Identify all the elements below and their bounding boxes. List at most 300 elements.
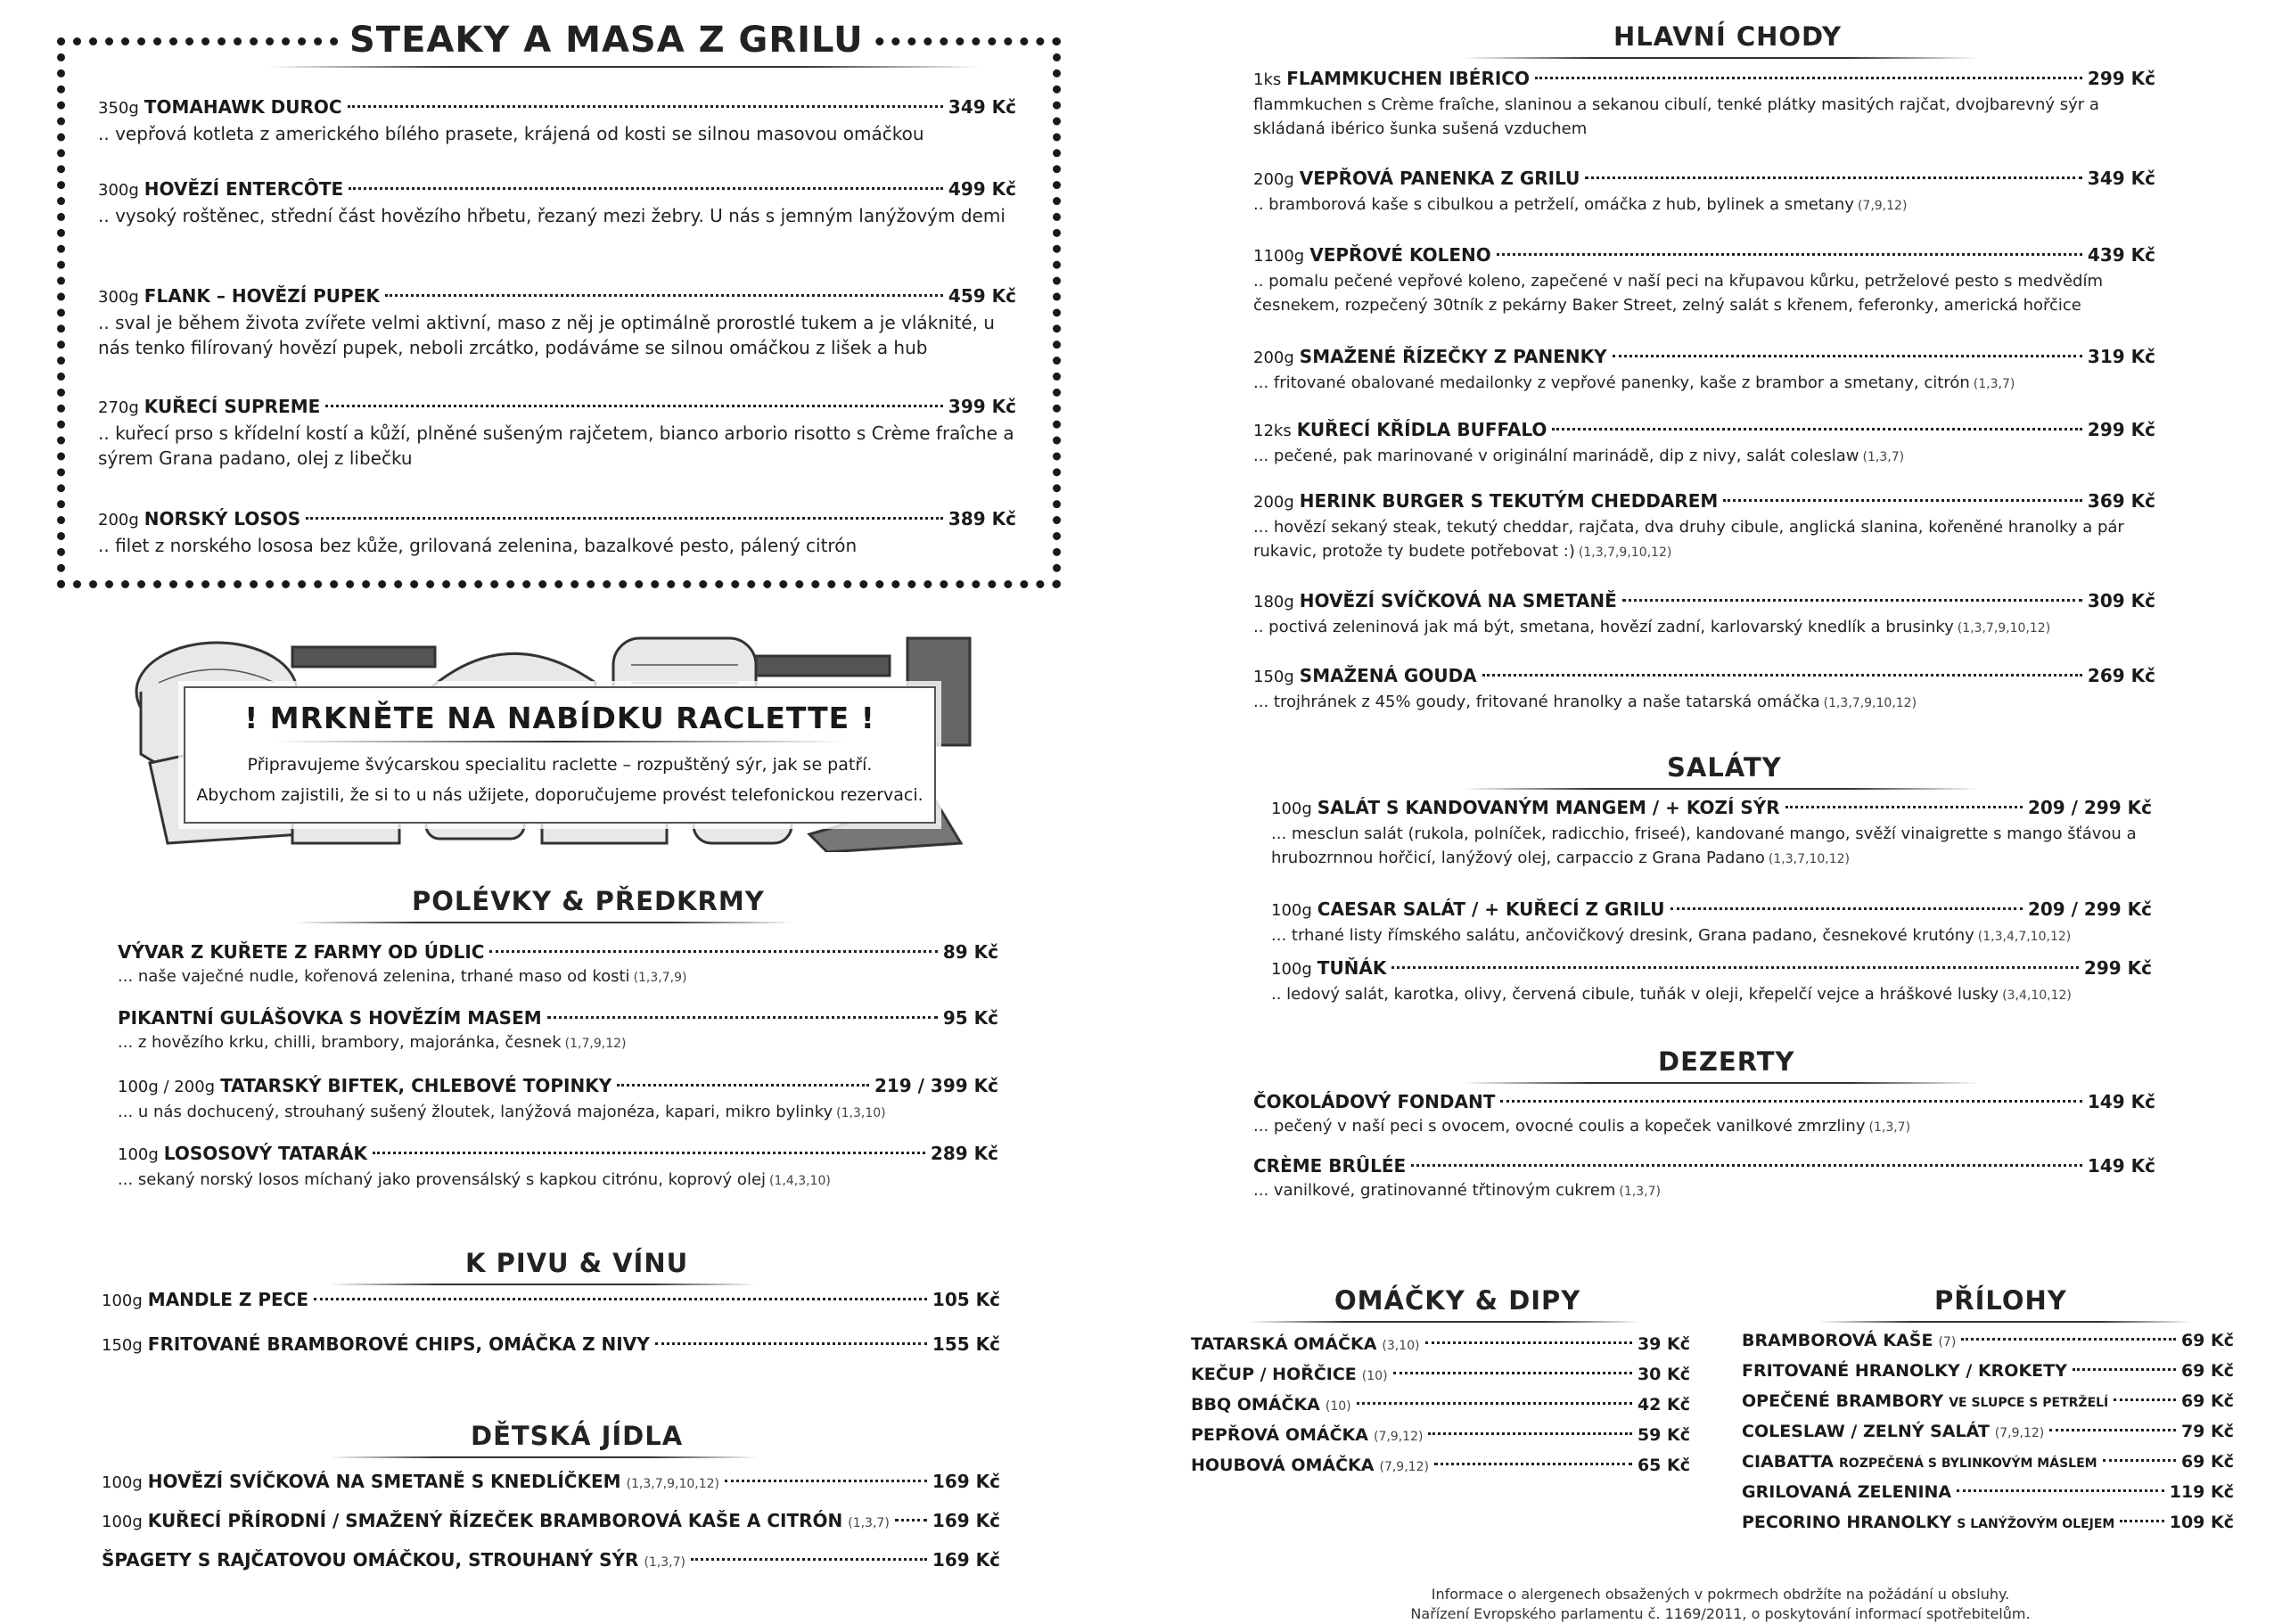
menu-item-line	[1253, 1153, 2155, 1178]
item-quantity: 270g	[98, 398, 139, 417]
menu-item-line	[1742, 1389, 2234, 1415]
divider	[1462, 1082, 1979, 1084]
item-name: FLAMMKUCHEN IBÉRICO	[1286, 68, 1530, 89]
item-quantity: 100g	[1271, 960, 1312, 979]
item-name: CAESAR SALÁT / + KUŘECÍ Z GRILU	[1317, 898, 1665, 920]
menu-item	[98, 506, 1016, 558]
dot-leader	[1434, 1463, 1632, 1465]
menu-item	[1253, 66, 2155, 141]
item-description	[1253, 371, 2155, 397]
item-price: 105 Kč	[932, 1289, 1000, 1310]
menu-item	[1742, 1449, 2234, 1476]
raclette-title: ! MRKNĚTE NA NABÍDKU RACLETTE !	[244, 701, 875, 735]
item-name: KEČUP / HOŘČICE	[1191, 1365, 1357, 1384]
item-description-text: ... u nás dochucený, strouhaný sušený žloutek, lanýžová majonéza, kapari, mikro bylinky	[118, 1103, 833, 1121]
item-description	[98, 310, 1016, 360]
item-name: HERINK BURGER S TEKUTÝM CHEDDAREM	[1299, 490, 1719, 512]
menu-item	[1253, 1089, 2155, 1140]
menu-item	[102, 1332, 1000, 1358]
dot-leader	[691, 1558, 927, 1561]
dot-leader	[325, 405, 943, 407]
item-price: 169 Kč	[932, 1471, 1000, 1492]
item-description	[118, 1168, 998, 1193]
menu-item	[1253, 242, 2155, 317]
dot-leader	[1785, 806, 2023, 808]
menu-item	[1742, 1389, 2234, 1415]
section-title-steaky: STEAKY A MASA Z GRILU	[339, 20, 874, 61]
menu-item-line	[102, 1287, 1000, 1314]
menu-item-line	[1742, 1419, 2234, 1446]
item-price: 369 Kč	[2087, 490, 2155, 512]
divider	[1248, 1321, 1640, 1323]
menu-item-line	[1742, 1449, 2234, 1476]
section-title-detska: DĚTSKÁ JÍDLA	[471, 1421, 684, 1451]
menu-item-line	[1253, 663, 2155, 690]
divider	[1818, 1321, 2193, 1323]
item-price: 299 Kč	[2087, 68, 2155, 89]
dot-leader	[348, 105, 943, 108]
menu-item	[98, 176, 1016, 228]
item-quantity: 200g	[1253, 493, 1294, 512]
dot-leader	[2103, 1459, 2176, 1462]
item-price: 65 Kč	[1637, 1456, 1690, 1475]
item-quantity: 150g	[102, 1336, 143, 1355]
item-note: ROZPEČENÁ S BYLINKOVÝM MÁSLEM	[1839, 1456, 2097, 1471]
item-quantity: 100g	[102, 1513, 143, 1531]
item-description-text: .. pomalu pečené vepřové koleno, zapečené v naší peci na křupavou kůrku, petrželové pesto s medvědím česnekem, rozpečený 30tník z pekárny Baker Street, zelný salát s křenem, feferonky, americká hořčice	[1253, 272, 2103, 315]
item-allergens: (7)	[1938, 1335, 1957, 1349]
item-name: KUŘECÍ PŘÍRODNÍ / SMAŽENÝ ŘÍZEČEK BRAMBOROVÁ KAŠE A CITRÓN	[147, 1510, 843, 1531]
dot-leader	[1961, 1338, 2176, 1341]
item-allergens: (1,7,9,12)	[564, 1037, 627, 1051]
item-description	[98, 421, 1016, 471]
item-price: 42 Kč	[1637, 1395, 1690, 1415]
dot-leader	[1670, 907, 2023, 910]
item-description	[118, 964, 998, 990]
dot-leader	[1393, 1372, 1632, 1374]
item-name: TOMAHAWK DUROC	[144, 96, 342, 118]
item-description-text: .. sval je během života zvířete velmi aktivní, maso z něj je optimálně prorostlé tukem a je vláknité, u nás tenko filírovaný hovězí pupek, neboli zrcátko, podáváme se silnou omáčkou z lišek a hub	[98, 312, 995, 358]
item-price: 155 Kč	[932, 1333, 1000, 1355]
menu-item-line	[98, 176, 1016, 203]
item-price: 95 Kč	[942, 1007, 998, 1029]
raclette-banner	[184, 686, 936, 824]
item-description-text: ... naše vaječné nudle, kořenová zelenina, trhané maso od kosti	[118, 967, 630, 986]
item-name: HOUBOVÁ OMÁČKA	[1191, 1456, 1375, 1475]
item-description-text: ... pečený v naší peci s ovocem, ovocné coulis a kopeček vanilkové zmrzliny	[1253, 1117, 1866, 1136]
menu-item	[1191, 1392, 1690, 1419]
dot-leader	[1535, 77, 2082, 79]
divider	[330, 1456, 758, 1458]
menu-item	[1271, 897, 2152, 949]
dot-leader	[1357, 1402, 1632, 1405]
item-name: VÝVAR Z KUŘETE Z FARMY OD ÚDLIC	[118, 941, 485, 963]
item-description-text: ... pečené, pak marinované v originální marinádě, dip z nivy, salát coleslaw	[1253, 447, 1859, 465]
item-description-text: .. filet z norského lososa bez kůže, grilovaná zelenina, bazalkové pesto, pálený citrón	[98, 535, 858, 556]
dot-leader	[1622, 599, 2082, 602]
item-name: ČOKOLÁDOVÝ FONDANT	[1253, 1091, 1496, 1112]
menu-item-line	[1253, 66, 2155, 93]
item-name: ŠPAGETY S RAJČATOVOU OMÁČKOU, STROUHANÝ SÝR	[102, 1549, 639, 1571]
dot-leader	[1391, 966, 2079, 969]
menu-item	[1253, 166, 2155, 218]
item-quantity: 300g	[98, 288, 139, 307]
item-price: 289 Kč	[930, 1143, 998, 1164]
item-quantity: 12ks	[1253, 422, 1292, 440]
section-title-pivo: K PIVU & VÍNU	[465, 1248, 689, 1278]
item-name: TATARSKÁ OMÁČKA	[1191, 1334, 1377, 1354]
item-allergens: (10)	[1325, 1399, 1351, 1414]
dot-leader	[349, 187, 943, 190]
item-description-text: ... vanilkové, gratinovanné třtinovým cukrem	[1253, 1181, 1616, 1200]
menu-item-line	[1191, 1362, 1690, 1389]
dot-leader	[617, 1084, 869, 1087]
item-name: FRITOVANÉ BRAMBOROVÉ CHIPS, OMÁČKA Z NIVY	[147, 1333, 650, 1355]
item-allergens: (1,3,4,7,10,12)	[1977, 930, 2072, 944]
menu-item-line	[118, 939, 998, 964]
dot-leader	[547, 1016, 938, 1019]
item-description-text: ... hovězí sekaný steak, tekutý cheddar, rajčata, dva druhy cibule, anglická slanina, kořeněné hranolky a pár rukavic, protože ty budete potřebovat :)	[1253, 518, 2124, 561]
menu-item	[1742, 1419, 2234, 1446]
item-description	[1253, 690, 2155, 716]
item-allergens: (1,3,7)	[1973, 377, 2015, 391]
item-description	[118, 1030, 998, 1056]
dot-leader	[2049, 1429, 2176, 1431]
divider	[275, 741, 845, 742]
menu-item	[1191, 1453, 1690, 1480]
menu-item	[1253, 663, 2155, 716]
item-allergens: (3,10)	[1382, 1339, 1420, 1353]
dot-leader	[2073, 1368, 2176, 1371]
dot-leader	[1482, 674, 2082, 677]
item-allergens: (1,3,10)	[836, 1106, 886, 1120]
item-price: 69 Kč	[2180, 1452, 2234, 1472]
item-name: HOVĚZÍ SVÍČKOVÁ NA SMETANĚ S KNEDLÍČKEM	[147, 1471, 621, 1492]
menu-item	[1742, 1358, 2234, 1383]
item-allergens: (1,3,7,9,10,12)	[1578, 545, 1672, 560]
menu-item-line	[1253, 417, 2155, 444]
item-price: 349 Kč	[948, 96, 1016, 118]
item-name: BBQ OMÁČKA	[1191, 1395, 1320, 1415]
menu-item	[118, 1073, 998, 1126]
item-allergens: (10)	[1361, 1369, 1388, 1383]
item-allergens: (1,3,7)	[1862, 450, 1905, 464]
item-name: LOSOSOVÝ TATARÁK	[163, 1143, 367, 1164]
item-allergens: (1,3,7,9,10,12)	[626, 1477, 719, 1491]
item-price: 389 Kč	[948, 508, 1016, 529]
dot-leader	[1425, 1341, 1632, 1344]
item-name: KUŘECÍ SUPREME	[144, 396, 321, 417]
menu-item	[118, 1005, 998, 1056]
item-price: 79 Kč	[2180, 1422, 2234, 1441]
item-price: 319 Kč	[2087, 346, 2155, 367]
menu-item-line	[1253, 242, 2155, 269]
item-quantity: 350g	[98, 99, 139, 118]
menu-item	[1253, 344, 2155, 397]
menu-item	[1253, 488, 2155, 565]
menu-item-line	[1253, 166, 2155, 193]
dot-leader	[1957, 1489, 2164, 1492]
item-note: S LANÝŽOVÝM OLEJEM	[1957, 1517, 2115, 1531]
item-description	[1271, 923, 2152, 949]
item-quantity: 200g	[1253, 349, 1294, 367]
menu-item-line	[118, 1141, 998, 1168]
dot-leader	[1552, 428, 2082, 431]
item-name: CRÈME BRÛLÉE	[1253, 1155, 1407, 1177]
menu-item-line	[102, 1508, 1000, 1536]
item-name: PEPŘOVÁ OMÁČKA	[1191, 1425, 1368, 1445]
item-quantity: 180g	[1253, 593, 1294, 611]
menu-item-line	[1253, 588, 2155, 615]
item-allergens: (1,3,7,9,10,12)	[1957, 621, 2051, 636]
item-price: 69 Kč	[2180, 1391, 2234, 1411]
item-description-text: .. poctivá zeleninová jak má být, smetana, hovězí zadní, karlovarský knedlík a brusinky	[1253, 618, 1954, 636]
item-allergens: (1,3,7,9)	[633, 971, 687, 985]
menu-item-line	[102, 1332, 1000, 1358]
menu-item-line	[1271, 897, 2152, 923]
item-allergens: (7,9,12)	[1857, 199, 1908, 213]
item-allergens: (1,3,7)	[848, 1516, 890, 1530]
menu-item	[1742, 1328, 2234, 1355]
item-price: 399 Kč	[948, 396, 1016, 417]
menu-item-line	[1191, 1423, 1690, 1449]
menu-item-line	[1271, 795, 2152, 822]
divider	[330, 1284, 758, 1285]
item-price: 149 Kč	[2087, 1155, 2155, 1177]
dot-leader	[1585, 176, 2082, 179]
section-title-salaty: SALÁTY	[1667, 752, 1782, 783]
item-description-text: ... sekaný norský losos míchaný jako provensálský s kapkou citrónu, koprový olej	[118, 1170, 767, 1189]
item-allergens: (1,3,7)	[1619, 1185, 1661, 1199]
item-name: TATARSKÝ BIFTEK, CHLEBOVÉ TOPINKY	[220, 1075, 612, 1096]
divider	[1462, 57, 1979, 59]
item-price: 119 Kč	[2169, 1482, 2234, 1502]
menu-item-line	[98, 394, 1016, 421]
item-quantity: 100g	[1271, 901, 1312, 920]
item-name: BRAMBOROVÁ KAŠE	[1742, 1331, 1933, 1350]
item-quantity: 100g	[102, 1292, 143, 1310]
dot-leader	[1500, 1100, 2082, 1103]
footer-line-2: Nařízení Evropského parlamentu č. 1169/2011, o poskytování informací spotřebitelům.	[1410, 1605, 2031, 1622]
item-description-text: .. ledový salát, karotka, olivy, červená cibule, tuňák v oleji, křepelčí vejce a hráškové lusky	[1271, 985, 1999, 1004]
item-description	[98, 121, 1016, 146]
item-price: 69 Kč	[2180, 1361, 2234, 1381]
item-description	[1253, 515, 2155, 565]
item-name: GRILOVANÁ ZELENINA	[1742, 1482, 1952, 1502]
menu-item	[1191, 1423, 1690, 1449]
menu-item	[98, 283, 1016, 360]
item-price: 439 Kč	[2087, 244, 2155, 266]
item-name: TUŇÁK	[1317, 957, 1387, 979]
dot-leader	[1428, 1432, 1632, 1435]
item-description-text: ... z hovězího krku, chilli, brambory, majoránka, česnek	[118, 1033, 562, 1052]
menu-item-line	[98, 94, 1016, 121]
item-name: SMAŽENÉ ŘÍZEČKY Z PANENKY	[1299, 346, 1607, 367]
section-title-dezerty: DEZERTY	[1658, 1046, 1795, 1077]
item-price: 299 Kč	[2087, 419, 2155, 440]
raclette-line-2: Abychom zajistili, že si to u nás užijete, doporučujeme provést telefonickou rezervaci.	[196, 785, 923, 805]
menu-item-line	[102, 1547, 1000, 1575]
item-price: 209 / 299 Kč	[2027, 898, 2152, 920]
item-quantity: 100g	[118, 1145, 159, 1164]
item-quantity: 300g	[98, 181, 139, 200]
menu-item	[1271, 795, 2152, 872]
item-description	[1253, 615, 2155, 641]
item-allergens: (1,3,7)	[644, 1555, 685, 1570]
item-allergens: (7,9,12)	[1994, 1426, 2045, 1440]
item-allergens: (1,3,7)	[1868, 1120, 1911, 1135]
menu-item-line	[1191, 1453, 1690, 1480]
menu-item-line	[1191, 1392, 1690, 1419]
dot-leader	[725, 1480, 927, 1482]
menu-item	[118, 1141, 998, 1193]
item-description-text: ... trhané listy římského salátu, ančovičkový dresink, Grana padano, česnekové krutóny	[1271, 926, 1974, 945]
item-price: 309 Kč	[2087, 590, 2155, 611]
item-price: 219 / 399 Kč	[874, 1075, 998, 1096]
dot-leader	[655, 1342, 927, 1345]
dot-leader	[385, 294, 943, 297]
item-description	[1253, 193, 2155, 218]
item-description	[1253, 1178, 2155, 1204]
item-price: 299 Kč	[2083, 957, 2152, 979]
item-name: HOVĚZÍ ENTERCÔTE	[144, 178, 344, 200]
menu-item	[102, 1547, 1000, 1575]
menu-item-line	[1253, 488, 2155, 515]
item-price: 39 Kč	[1637, 1334, 1690, 1354]
item-description	[118, 1100, 998, 1126]
menu-item-line	[1271, 956, 2152, 982]
item-description-text: ... mesclun salát (rukola, polníček, radicchio, friseé), kandované mango, svěží vinaigrette s mango šťávou a hrubozrnnou hořčicí, lanýžový olej, carpaccio z Grana Padano	[1271, 824, 2137, 867]
item-name: KUŘECÍ KŘÍDLA BUFFALO	[1296, 419, 1547, 440]
dot-leader	[1613, 355, 2082, 357]
raclette-line-1: Připravujeme švýcarskou specialitu raclette – rozpuštěný sýr, jak se patří.	[247, 755, 873, 775]
menu-item-line	[1742, 1328, 2234, 1355]
item-name: MANDLE Z PECE	[147, 1289, 309, 1310]
menu-item-line	[1742, 1480, 2234, 1505]
item-description-text: flammkuchen s Crème fraîche, slaninou a sekanou cibulí, tenké plátky masitých rajčat, dvojbarevný sýr a skládaná ibérico šunka sušená vzduchem	[1253, 95, 2099, 138]
menu-item-line	[98, 506, 1016, 533]
item-name: VEPŘOVÁ PANENKA Z GRILU	[1299, 168, 1580, 189]
item-description	[1253, 1114, 2155, 1140]
menu-item	[118, 939, 998, 990]
divider	[1462, 788, 1979, 790]
menu-item	[1742, 1480, 2234, 1505]
item-price: 59 Kč	[1637, 1425, 1690, 1445]
dot-leader	[373, 1152, 925, 1154]
item-price: 169 Kč	[932, 1510, 1000, 1531]
item-description	[1253, 444, 2155, 470]
menu-item-line	[118, 1073, 998, 1100]
menu-item	[1191, 1332, 1690, 1358]
item-description	[98, 533, 1016, 558]
dot-leader	[2120, 1520, 2163, 1522]
menu-item	[1742, 1510, 2234, 1537]
item-description	[1253, 93, 2155, 141]
menu-item-line	[1742, 1358, 2234, 1383]
item-price: 269 Kč	[2087, 665, 2155, 686]
item-price: 209 / 299 Kč	[2027, 797, 2152, 818]
item-description-text: .. vepřová kotleta z amerického bílého prasete, krájená od kosti se silnou masovou omáčkou	[98, 123, 924, 144]
item-name: VEPŘOVÉ KOLENO	[1309, 244, 1491, 266]
item-price: 349 Kč	[2087, 168, 2155, 189]
item-name: FRITOVANÉ HRANOLKY / KROKETY	[1742, 1361, 2067, 1381]
item-name: HOVĚZÍ SVÍČKOVÁ NA SMETANĚ	[1299, 590, 1617, 611]
item-price: 169 Kč	[932, 1549, 1000, 1571]
divider	[294, 922, 793, 923]
item-description	[1253, 269, 2155, 317]
item-description-text: ... fritované obalované medailonky z vepřové panenky, kaše z brambor a smetany, citrón	[1253, 373, 1970, 392]
item-name: PECORINO HRANOLKY	[1742, 1513, 1952, 1532]
item-name: CIABATTA	[1742, 1452, 1835, 1472]
menu-item	[98, 394, 1016, 471]
dot-leader	[1497, 253, 2082, 256]
item-name: NORSKÝ LOSOS	[144, 508, 301, 529]
menu-item	[1253, 588, 2155, 641]
item-price: 109 Kč	[2169, 1513, 2234, 1532]
menu-item	[102, 1287, 1000, 1314]
item-name: PIKANTNÍ GULÁŠOVKA S HOVĚZÍM MASEM	[118, 1007, 542, 1029]
section-title-polevky: POLÉVKY & PŘEDKRMY	[412, 886, 765, 916]
dot-leader	[306, 517, 943, 520]
item-price: 499 Kč	[948, 178, 1016, 200]
divider	[267, 66, 981, 68]
item-quantity: 100g / 200g	[118, 1078, 216, 1096]
menu-item	[1271, 956, 2152, 1008]
item-description	[1271, 822, 2152, 872]
dot-leader	[489, 950, 937, 953]
item-quantity: 1100g	[1253, 247, 1305, 266]
item-note: VE SLUPCE S PETRŽELÍ	[1949, 1396, 2109, 1410]
footer-line-1: Informace o alergenech obsažených v pokrmech obdržíte na požádání u obsluhy.	[1431, 1586, 2010, 1603]
menu-item-line	[1253, 344, 2155, 371]
item-quantity: 200g	[98, 511, 139, 529]
section-title-prilohy: PŘÍLOHY	[1934, 1285, 2067, 1316]
menu-item-line	[118, 1005, 998, 1030]
item-name: COLESLAW / ZELNÝ SALÁT	[1742, 1422, 1990, 1441]
dot-leader	[1723, 499, 2082, 502]
menu-item	[102, 1469, 1000, 1497]
item-price: 89 Kč	[942, 941, 998, 963]
menu-item	[1253, 417, 2155, 470]
item-allergens: (1,4,3,10)	[769, 1174, 831, 1188]
item-description-text: ... trojhránek z 45% goudy, fritované hranolky a naše tatarská omáčka	[1253, 693, 1820, 711]
item-name: FLANK – HOVĚZÍ PUPEK	[144, 285, 380, 307]
item-allergens: (1,3,7,9,10,12)	[1823, 696, 1917, 710]
item-name: OPEČENÉ BRAMBORY	[1742, 1391, 1944, 1411]
allergen-footer	[1319, 1585, 2122, 1624]
menu-item	[102, 1508, 1000, 1536]
item-quantity: 150g	[1253, 668, 1294, 686]
item-description-text: .. vysoký roštěnec, střední část hovězího hřbetu, řezaný mezi žebry. U nás s jemným lanýžovým demi	[98, 205, 1006, 226]
item-price: 459 Kč	[948, 285, 1016, 307]
item-allergens: (7,9,12)	[1373, 1430, 1424, 1444]
item-price: 69 Kč	[2180, 1331, 2234, 1350]
item-name: SMAŽENÁ GOUDA	[1299, 665, 1477, 686]
item-description	[98, 203, 1016, 228]
menu-item	[98, 94, 1016, 146]
dot-leader	[314, 1298, 927, 1300]
item-allergens: (7,9,12)	[1379, 1460, 1429, 1474]
dot-leader	[895, 1519, 927, 1521]
item-quantity: 100g	[102, 1473, 143, 1492]
item-name: SALÁT S KANDOVANÝM MANGEM / + KOZÍ SÝR	[1317, 797, 1780, 818]
menu-item-line	[98, 283, 1016, 310]
dot-leader	[2114, 1398, 2176, 1401]
item-price: 149 Kč	[2087, 1091, 2155, 1112]
section-title-omacky: OMÁČKY & DIPY	[1334, 1285, 1581, 1316]
item-quantity: 200g	[1253, 170, 1294, 189]
item-quantity: 100g	[1271, 800, 1312, 818]
